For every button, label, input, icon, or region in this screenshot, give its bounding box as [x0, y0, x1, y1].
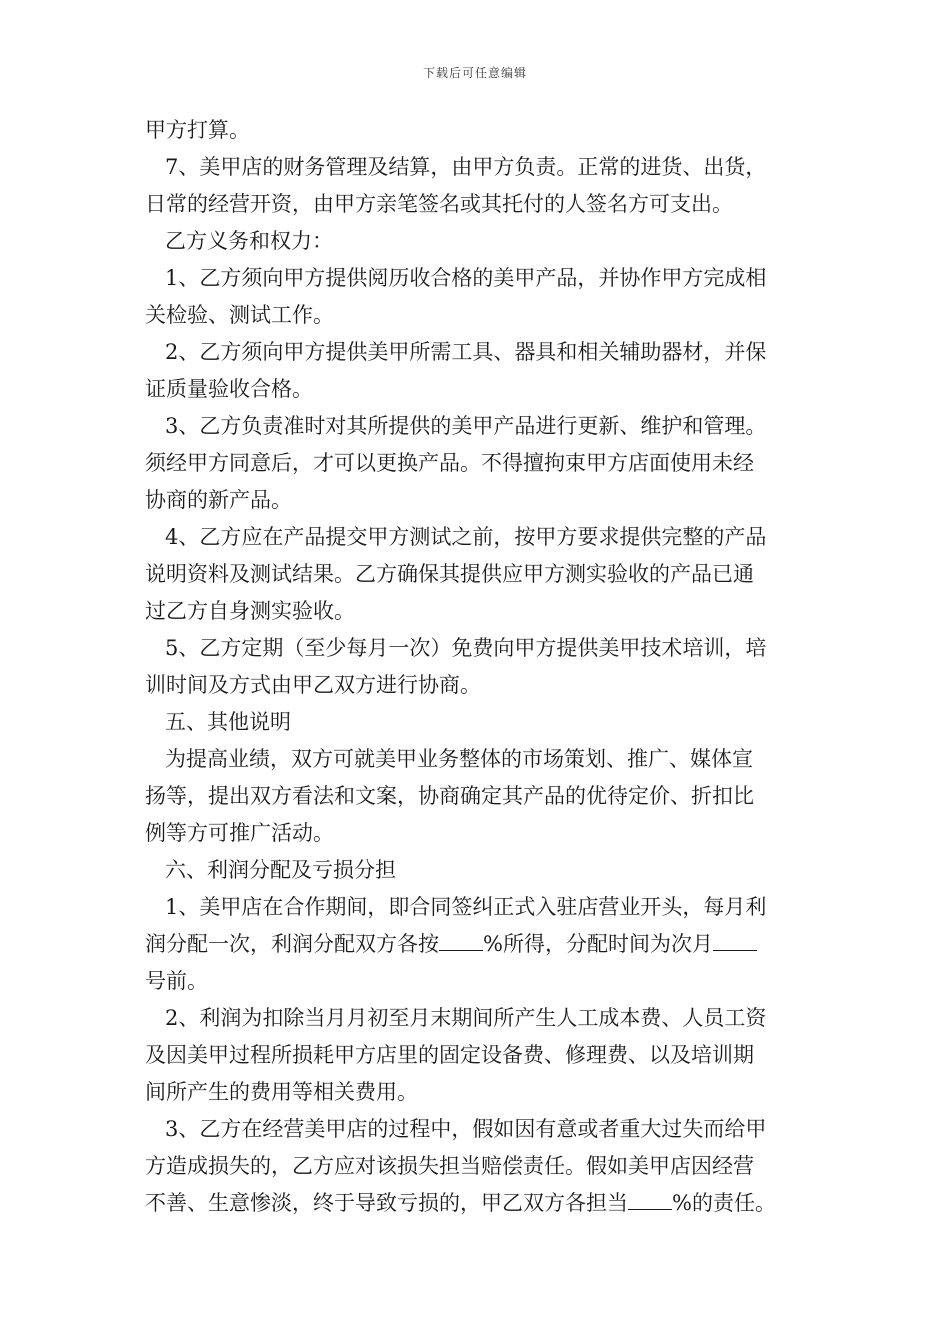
text-line: 间所产生的费用等相关费用。 [145, 1080, 418, 1104]
text-line: 7、美甲店的财务管理及结算，由甲方负责。正常的进货、出货， [165, 155, 767, 179]
text-line: 1、美甲店在合作期间，即合同签纠正式入驻店营业开头，每月利 [165, 895, 767, 919]
text-line: 及因美甲过程所损耗甲方店里的固定设备费、修理费、以及培训期 [145, 1043, 754, 1067]
text-line: 2、利润为扣除当月月初至月末期间所产生人工成本费、人员工资 [165, 1006, 767, 1030]
document-body [145, 112, 810, 1222]
text-segment: %所得，分配时间为次月 [483, 932, 713, 956]
section-heading: 乙方义务和权力： [165, 229, 333, 253]
section-heading: 六、利润分配及亏损分担 [165, 858, 396, 882]
text-line: 3、乙方负责准时对其所提供的美甲产品进行更新、维护和管理。 [165, 414, 767, 438]
text-line: 例等方可推广活动。 [145, 821, 334, 845]
text-line [145, 926, 810, 963]
page-header: 下载后可任意编辑 [422, 66, 527, 80]
text-line: 过乙方自身测实验收。 [145, 599, 355, 623]
text-line: 方造成损失的，乙方应对该损失担当赔偿责任。假如美甲店因经营 [145, 1154, 754, 1178]
text-line: 2、乙方须向甲方提供美甲所需工具、器具和相关辅助器材，并保 [165, 340, 767, 364]
text-segment: 润分配一次，利润分配双方各按 [145, 932, 439, 956]
text-line: 号前。 [145, 969, 208, 993]
section-heading: 五、其他说明 [165, 710, 291, 734]
text-line: 扬等，提出双方看法和文案，协商确定其产品的优待定价、折扣比 [145, 784, 754, 808]
text-segment: 不善、生意惨淡，终于导致亏损的，甲乙双方各担当 [145, 1191, 628, 1215]
text-line: 甲方打算。 [145, 118, 250, 142]
text-line: 1、乙方须向甲方提供阅历收合格的美甲产品，并协作甲方完成相 [165, 266, 767, 290]
text-line: 关检验、测试工作。 [145, 303, 334, 327]
text-line: 日常的经营开资，由甲方亲笔签名或其托付的人签名方可支出。 [145, 192, 733, 216]
text-line: 训时间及方式由甲乙双方进行协商。 [145, 673, 481, 697]
text-line: 为提高业绩，双方可就美甲业务整体的市场策划、推广、媒体宣 [165, 747, 753, 771]
fill-blank-percent [439, 928, 483, 951]
text-line: 4、乙方应在产品提交甲方测试之前，按甲方要求提供完整的产品 [165, 525, 767, 549]
text-line: 证质量验收合格。 [145, 377, 313, 401]
text-line: 5、乙方定期（至少每月一次）免费向甲方提供美甲技术培训，培 [165, 636, 767, 660]
text-line: 说明资料及测试结果。乙方确保其提供应甲方测实验收的产品已通 [145, 562, 754, 586]
text-line [145, 1185, 810, 1222]
text-line: 协商的新产品。 [145, 488, 292, 512]
text-line: 3、乙方在经营美甲店的过程中，假如因有意或者重大过失而给甲 [165, 1117, 767, 1141]
fill-blank-day [713, 928, 757, 951]
text-line: 须经甲方同意后，才可以更换产品。不得擅拘束甲方店面使用未经 [145, 451, 754, 475]
text-segment: %的责任。 [672, 1191, 776, 1215]
fill-blank-percent [628, 1187, 672, 1210]
